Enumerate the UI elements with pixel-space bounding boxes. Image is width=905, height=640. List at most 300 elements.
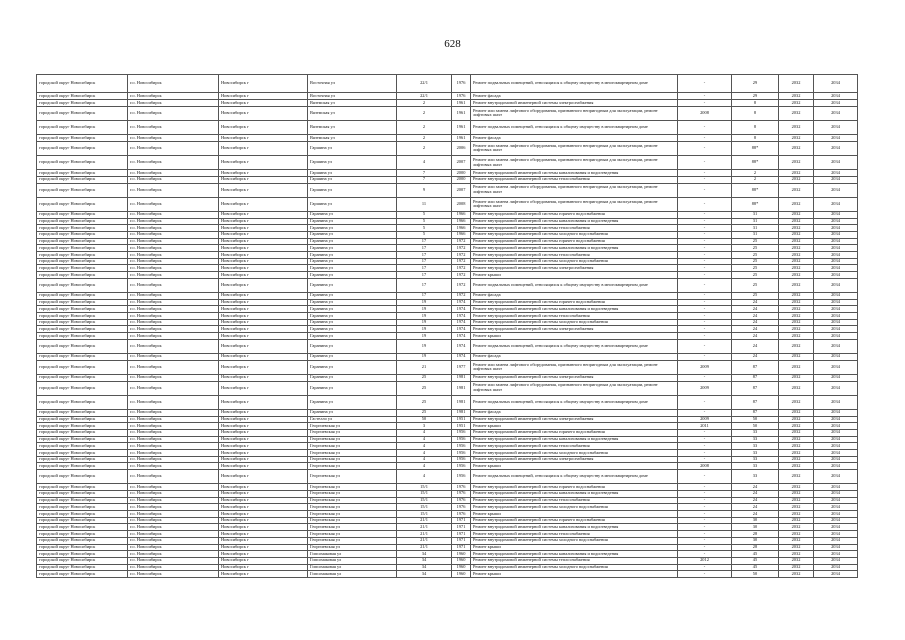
table-row bbox=[37, 183, 858, 197]
cell-street: Гаранина ул bbox=[308, 265, 397, 272]
table-row bbox=[37, 416, 858, 423]
table-row bbox=[37, 470, 858, 484]
cell-last-repair-year: - bbox=[678, 430, 732, 437]
cell-plan-start-year: 2032 bbox=[779, 416, 814, 423]
cell-plan-end-year: 2034 bbox=[814, 100, 858, 107]
cell-repair-type: Ремонт внутридомовой инженерной системы канализования и водоотведения bbox=[471, 491, 678, 498]
table-row bbox=[37, 245, 858, 252]
cell-locality: Новосибирск г bbox=[219, 470, 308, 484]
cell-locality: Новосибирск г bbox=[219, 511, 308, 518]
cell-construction-year: 1981 bbox=[452, 374, 471, 381]
cell-house-number: 17 bbox=[397, 258, 452, 265]
cell-repair-type: Ремонт подвальных помещений, относящихся к общему имуществу в многоквартирном доме bbox=[471, 395, 678, 409]
cell-plan-end-year: 2034 bbox=[814, 416, 858, 423]
cell-house-number: 19 bbox=[397, 354, 452, 361]
cell-plan-end-year: 2034 bbox=[814, 436, 858, 443]
cell-plan-end-year: 2034 bbox=[814, 360, 858, 374]
cell-street: Георгиевская ул bbox=[308, 443, 397, 450]
cell-locality: Новосибирск г bbox=[219, 258, 308, 265]
cell-street: Вяземская ул bbox=[308, 135, 397, 142]
cell-street: Гаранина ул bbox=[308, 360, 397, 374]
cell-municipality: городской округ Новосибирск bbox=[37, 238, 128, 245]
cell-locality: Новосибирск г bbox=[219, 374, 308, 381]
cell-street: Гаранина ул bbox=[308, 218, 397, 225]
cell-last-repair-year: - bbox=[678, 75, 732, 93]
cell-municipality: городской округ Новосибирск bbox=[37, 313, 128, 320]
cell-municipality: городской округ Новосибирск bbox=[37, 265, 128, 272]
cell-municipality: городской округ Новосибирск bbox=[37, 106, 128, 120]
cell-house-number: 19 bbox=[397, 313, 452, 320]
cell-wear-percent: 33 bbox=[732, 470, 779, 484]
cell-plan-start-year: 2032 bbox=[779, 232, 814, 239]
cell-construction-year: 2000 bbox=[452, 176, 471, 183]
cell-last-repair-year: - bbox=[678, 93, 732, 100]
cell-plan-start-year: 2032 bbox=[779, 141, 814, 155]
cell-last-repair-year: - bbox=[678, 409, 732, 416]
cell-house-number: 5 bbox=[397, 218, 452, 225]
cell-street: Гаранина ул bbox=[308, 258, 397, 265]
cell-street: Гаршина ул bbox=[308, 170, 397, 177]
cell-settlement-district: г.о. Новосибирск bbox=[128, 524, 219, 531]
cell-repair-type: Ремонт крыши bbox=[471, 463, 678, 470]
cell-last-repair-year: - bbox=[678, 326, 732, 333]
cell-locality: Новосибирск г bbox=[219, 225, 308, 232]
cell-settlement-district: г.о. Новосибирск bbox=[128, 258, 219, 265]
cell-house-number: 21/1 bbox=[397, 524, 452, 531]
table-row bbox=[37, 141, 858, 155]
cell-last-repair-year: - bbox=[678, 491, 732, 498]
cell-locality: Новосибирск г bbox=[219, 557, 308, 564]
cell-house-number: 4 bbox=[397, 436, 452, 443]
cell-street: Гаршина ул bbox=[308, 141, 397, 155]
cell-plan-end-year: 2034 bbox=[814, 381, 858, 395]
cell-repair-type: Ремонт внутридомовой инженерной системы канализования и водоотведения bbox=[471, 218, 678, 225]
cell-settlement-district: г.о. Новосибирск bbox=[128, 326, 219, 333]
cell-locality: Новосибирск г bbox=[219, 306, 308, 313]
cell-repair-type: Ремонт внутридомовой инженерной системы холодного водоснабжения bbox=[471, 564, 678, 571]
table-row bbox=[37, 252, 858, 259]
table-row bbox=[37, 504, 858, 511]
cell-house-number: 4 bbox=[397, 456, 452, 463]
cell-plan-start-year: 2032 bbox=[779, 100, 814, 107]
cell-street: Гаршина ул bbox=[308, 183, 397, 197]
cell-construction-year: 1981 bbox=[452, 395, 471, 409]
cell-locality: Новосибирск г bbox=[219, 333, 308, 340]
cell-plan-start-year: 2032 bbox=[779, 93, 814, 100]
cell-locality: Новосибирск г bbox=[219, 211, 308, 218]
cell-street: Гаршина ул bbox=[308, 176, 397, 183]
cell-settlement-district: г.о. Новосибирск bbox=[128, 463, 219, 470]
cell-municipality: городской округ Новосибирск bbox=[37, 100, 128, 107]
cell-municipality: городской округ Новосибирск bbox=[37, 537, 128, 544]
cell-wear-percent: 31 bbox=[732, 218, 779, 225]
cell-wear-percent: 29 bbox=[732, 75, 779, 93]
cell-locality: Новосибирск г bbox=[219, 571, 308, 578]
cell-plan-end-year: 2034 bbox=[814, 470, 858, 484]
cell-plan-end-year: 2034 bbox=[814, 313, 858, 320]
cell-locality: Новосибирск г bbox=[219, 564, 308, 571]
cell-plan-start-year: 2032 bbox=[779, 135, 814, 142]
table-row bbox=[37, 531, 858, 538]
cell-last-repair-year: - bbox=[678, 293, 732, 300]
cell-last-repair-year: - bbox=[678, 497, 732, 504]
cell-house-number: 4 bbox=[397, 450, 452, 457]
cell-wear-percent: 8 bbox=[732, 120, 779, 134]
cell-municipality: городской округ Новосибирск bbox=[37, 374, 128, 381]
cell-locality: Новосибирск г bbox=[219, 504, 308, 511]
table-row bbox=[37, 381, 858, 395]
cell-street: Гаранина ул bbox=[308, 245, 397, 252]
cell-locality: Новосибирск г bbox=[219, 176, 308, 183]
cell-municipality: городской округ Новосибирск bbox=[37, 176, 128, 183]
table-row bbox=[37, 409, 858, 416]
cell-locality: Новосибирск г bbox=[219, 551, 308, 558]
cell-street: Гаранина ул bbox=[308, 409, 397, 416]
cell-street: Георгиевская ул bbox=[308, 484, 397, 491]
cell-repair-type: Ремонт крыши bbox=[471, 272, 678, 279]
table-row bbox=[37, 571, 858, 578]
cell-settlement-district: г.о. Новосибирск bbox=[128, 93, 219, 100]
cell-last-repair-year: - bbox=[678, 252, 732, 259]
table-row bbox=[37, 278, 858, 292]
table-row bbox=[37, 537, 858, 544]
cell-plan-start-year: 2032 bbox=[779, 491, 814, 498]
cell-plan-end-year: 2034 bbox=[814, 551, 858, 558]
cell-locality: Новосибирск г bbox=[219, 75, 308, 93]
cell-settlement-district: г.о. Новосибирск bbox=[128, 517, 219, 524]
cell-settlement-district: г.о. Новосибирск bbox=[128, 360, 219, 374]
cell-construction-year: 1972 bbox=[452, 252, 471, 259]
cell-plan-start-year: 2032 bbox=[779, 531, 814, 538]
cell-settlement-district: г.о. Новосибирск bbox=[128, 265, 219, 272]
cell-wear-percent: 25 bbox=[732, 272, 779, 279]
cell-wear-percent: 33 bbox=[732, 430, 779, 437]
cell-house-number: 5 bbox=[397, 211, 452, 218]
cell-settlement-district: г.о. Новосибирск bbox=[128, 564, 219, 571]
cell-municipality: городской округ Новосибирск bbox=[37, 463, 128, 470]
cell-construction-year: 1966 bbox=[452, 211, 471, 218]
cell-municipality: городской округ Новосибирск bbox=[37, 360, 128, 374]
cell-repair-type: Ремонт внутридомовой инженерной системы теплоснабжения bbox=[471, 443, 678, 450]
cell-plan-end-year: 2034 bbox=[814, 504, 858, 511]
cell-locality: Новосибирск г bbox=[219, 416, 308, 423]
cell-wear-percent: 24 bbox=[732, 319, 779, 326]
cell-wear-percent: 25 bbox=[732, 293, 779, 300]
capital-repair-table bbox=[36, 74, 858, 578]
cell-street: Гаранина ул bbox=[308, 299, 397, 306]
cell-plan-end-year: 2034 bbox=[814, 463, 858, 470]
cell-last-repair-year: - bbox=[678, 100, 732, 107]
cell-plan-start-year: 2032 bbox=[779, 409, 814, 416]
cell-settlement-district: г.о. Новосибирск bbox=[128, 491, 219, 498]
cell-house-number: 19 bbox=[397, 319, 452, 326]
cell-construction-year: 1972 bbox=[452, 265, 471, 272]
cell-construction-year: 1956 bbox=[452, 470, 471, 484]
cell-construction-year: 1976 bbox=[452, 497, 471, 504]
cell-settlement-district: г.о. Новосибирск bbox=[128, 120, 219, 134]
cell-repair-type: Ремонт внутридомовой инженерной системы теплоснабжения bbox=[471, 313, 678, 320]
cell-repair-type: Ремонт внутридомовой инженерной системы горячего водоснабжения bbox=[471, 517, 678, 524]
cell-house-number: 19 bbox=[397, 299, 452, 306]
cell-locality: Новосибирск г bbox=[219, 326, 308, 333]
table-row bbox=[37, 430, 858, 437]
cell-settlement-district: г.о. Новосибирск bbox=[128, 497, 219, 504]
cell-construction-year: 1971 bbox=[452, 544, 471, 551]
cell-plan-end-year: 2034 bbox=[814, 456, 858, 463]
cell-locality: Новосибирск г bbox=[219, 299, 308, 306]
table-row bbox=[37, 293, 858, 300]
cell-locality: Новосибирск г bbox=[219, 395, 308, 409]
cell-locality: Новосибирск г bbox=[219, 360, 308, 374]
cell-street: Георгиевская ул bbox=[308, 450, 397, 457]
cell-house-number: 4 bbox=[397, 443, 452, 450]
table-row bbox=[37, 75, 858, 93]
cell-repair-type: Ремонт внутридомовой инженерной системы канализования и водоотведения bbox=[471, 551, 678, 558]
cell-last-repair-year: - bbox=[678, 313, 732, 320]
cell-wear-percent: 2 bbox=[732, 170, 779, 177]
cell-plan-start-year: 2032 bbox=[779, 106, 814, 120]
cell-wear-percent: 88* bbox=[732, 197, 779, 211]
cell-street: Гаранина ул bbox=[308, 232, 397, 239]
cell-plan-start-year: 2032 bbox=[779, 463, 814, 470]
cell-repair-type: Ремонт внутридомовой инженерной системы горячего водоснабжения bbox=[471, 238, 678, 245]
cell-plan-end-year: 2034 bbox=[814, 333, 858, 340]
cell-repair-type: Ремонт крыши bbox=[471, 511, 678, 518]
cell-wear-percent: 24 bbox=[732, 511, 779, 518]
cell-street: Восточная ул bbox=[308, 75, 397, 93]
cell-repair-type: Ремонт или замена лифтового оборудования, признанного непригодным для эксплуатации, ремонт лифтовых шахт bbox=[471, 156, 678, 170]
cell-plan-end-year: 2034 bbox=[814, 395, 858, 409]
cell-last-repair-year: - bbox=[678, 354, 732, 361]
cell-house-number: 17 bbox=[397, 278, 452, 292]
cell-wear-percent: 30 bbox=[732, 537, 779, 544]
cell-last-repair-year: - bbox=[678, 339, 732, 353]
cell-construction-year: 1974 bbox=[452, 306, 471, 313]
cell-house-number: 17 bbox=[397, 265, 452, 272]
cell-municipality: городской округ Новосибирск bbox=[37, 141, 128, 155]
cell-locality: Новосибирск г bbox=[219, 430, 308, 437]
cell-plan-end-year: 2034 bbox=[814, 93, 858, 100]
cell-municipality: городской округ Новосибирск bbox=[37, 416, 128, 423]
cell-house-number: 11 bbox=[397, 197, 452, 211]
cell-locality: Новосибирск г bbox=[219, 265, 308, 272]
cell-house-number: 2 bbox=[397, 120, 452, 134]
cell-house-number: 25 bbox=[397, 381, 452, 395]
table-row bbox=[37, 176, 858, 183]
cell-plan-start-year: 2032 bbox=[779, 360, 814, 374]
cell-house-number: 2 bbox=[397, 100, 452, 107]
cell-settlement-district: г.о. Новосибирск bbox=[128, 450, 219, 457]
cell-locality: Новосибирск г bbox=[219, 544, 308, 551]
cell-municipality: городской округ Новосибирск bbox=[37, 245, 128, 252]
cell-street: Вяземская ул bbox=[308, 100, 397, 107]
cell-construction-year: 1972 bbox=[452, 293, 471, 300]
table-row bbox=[37, 319, 858, 326]
cell-locality: Новосибирск г bbox=[219, 120, 308, 134]
cell-house-number: 34 bbox=[397, 571, 452, 578]
cell-house-number: 50 bbox=[397, 416, 452, 423]
cell-settlement-district: г.о. Новосибирск bbox=[128, 306, 219, 313]
cell-house-number: 3 bbox=[397, 423, 452, 430]
cell-last-repair-year: - bbox=[678, 197, 732, 211]
cell-locality: Новосибирск г bbox=[219, 135, 308, 142]
cell-construction-year: 1961 bbox=[452, 106, 471, 120]
cell-plan-start-year: 2032 bbox=[779, 278, 814, 292]
cell-repair-type: Ремонт внутридомовой инженерной системы электроснабжения bbox=[471, 374, 678, 381]
cell-plan-start-year: 2032 bbox=[779, 170, 814, 177]
cell-plan-start-year: 2032 bbox=[779, 374, 814, 381]
cell-wear-percent: 50 bbox=[732, 423, 779, 430]
cell-plan-start-year: 2032 bbox=[779, 225, 814, 232]
cell-construction-year: 1956 bbox=[452, 456, 471, 463]
cell-locality: Новосибирск г bbox=[219, 218, 308, 225]
cell-settlement-district: г.о. Новосибирск bbox=[128, 232, 219, 239]
cell-house-number: 17 bbox=[397, 252, 452, 259]
cell-last-repair-year: - bbox=[678, 511, 732, 518]
cell-construction-year: 1960 bbox=[452, 571, 471, 578]
cell-plan-start-year: 2032 bbox=[779, 537, 814, 544]
cell-settlement-district: г.о. Новосибирск bbox=[128, 100, 219, 107]
cell-locality: Новосибирск г bbox=[219, 93, 308, 100]
cell-last-repair-year: - bbox=[678, 395, 732, 409]
cell-street: Гаранина ул bbox=[308, 381, 397, 395]
cell-settlement-district: г.о. Новосибирск bbox=[128, 531, 219, 538]
cell-wear-percent: 24 bbox=[732, 306, 779, 313]
cell-municipality: городской округ Новосибирск bbox=[37, 306, 128, 313]
cell-wear-percent: 88* bbox=[732, 183, 779, 197]
cell-construction-year: 1974 bbox=[452, 299, 471, 306]
cell-house-number: 21 bbox=[397, 360, 452, 374]
cell-plan-end-year: 2034 bbox=[814, 197, 858, 211]
cell-wear-percent: 45 bbox=[732, 564, 779, 571]
cell-construction-year: 1960 bbox=[452, 557, 471, 564]
cell-locality: Новосибирск г bbox=[219, 272, 308, 279]
table-row bbox=[37, 544, 858, 551]
cell-settlement-district: г.о. Новосибирск bbox=[128, 252, 219, 259]
cell-house-number: 7 bbox=[397, 176, 452, 183]
cell-plan-start-year: 2032 bbox=[779, 245, 814, 252]
cell-house-number: 25 bbox=[397, 409, 452, 416]
cell-municipality: городской округ Новосибирск bbox=[37, 183, 128, 197]
cell-settlement-district: г.о. Новосибирск bbox=[128, 571, 219, 578]
cell-plan-end-year: 2034 bbox=[814, 537, 858, 544]
cell-wear-percent: 24 bbox=[732, 326, 779, 333]
cell-last-repair-year: - bbox=[678, 374, 732, 381]
cell-wear-percent: 45 bbox=[732, 551, 779, 558]
cell-street: Гаранина ул bbox=[308, 374, 397, 381]
cell-street: Гаранина ул bbox=[308, 211, 397, 218]
cell-repair-type: Ремонт внутридомовой инженерной системы электроснабжения bbox=[471, 100, 678, 107]
cell-street: Георгиевская ул bbox=[308, 504, 397, 511]
cell-settlement-district: г.о. Новосибирск bbox=[128, 211, 219, 218]
cell-repair-type: Ремонт внутридомовой инженерной системы теплоснабжения bbox=[471, 557, 678, 564]
cell-wear-percent: 87 bbox=[732, 360, 779, 374]
cell-construction-year: 1974 bbox=[452, 354, 471, 361]
cell-repair-type: Ремонт фасада bbox=[471, 409, 678, 416]
cell-municipality: городской округ Новосибирск bbox=[37, 299, 128, 306]
cell-locality: Новосибирск г bbox=[219, 450, 308, 457]
cell-street: Гаранина ул bbox=[308, 238, 397, 245]
cell-plan-start-year: 2032 bbox=[779, 564, 814, 571]
cell-settlement-district: г.о. Новосибирск bbox=[128, 141, 219, 155]
cell-wear-percent: 45 bbox=[732, 557, 779, 564]
table-row bbox=[37, 211, 858, 218]
cell-house-number: 15/1 bbox=[397, 504, 452, 511]
cell-wear-percent: 8 bbox=[732, 100, 779, 107]
cell-construction-year: 1960 bbox=[452, 564, 471, 571]
cell-repair-type: Ремонт внутридомовой инженерной системы электроснабжения bbox=[471, 416, 678, 423]
cell-plan-start-year: 2032 bbox=[779, 313, 814, 320]
cell-wear-percent: 33 bbox=[732, 456, 779, 463]
cell-municipality: городской округ Новосибирск bbox=[37, 252, 128, 259]
cell-construction-year: 2007 bbox=[452, 183, 471, 197]
cell-wear-percent: 87 bbox=[732, 381, 779, 395]
cell-repair-type: Ремонт или замена лифтового оборудования, признанного непригодным для эксплуатации, ремонт лифтовых шахт bbox=[471, 360, 678, 374]
cell-last-repair-year: - bbox=[678, 272, 732, 279]
cell-last-repair-year: - bbox=[678, 225, 732, 232]
cell-wear-percent: 31 bbox=[732, 211, 779, 218]
cell-municipality: городской округ Новосибирск bbox=[37, 497, 128, 504]
cell-house-number: 25 bbox=[397, 374, 452, 381]
cell-locality: Новосибирск г bbox=[219, 381, 308, 395]
cell-plan-start-year: 2032 bbox=[779, 333, 814, 340]
table-row bbox=[37, 564, 858, 571]
cell-locality: Новосибирск г bbox=[219, 339, 308, 353]
cell-house-number: 21/1 bbox=[397, 537, 452, 544]
cell-wear-percent: 28 bbox=[732, 544, 779, 551]
cell-house-number: 34 bbox=[397, 557, 452, 564]
table-row bbox=[37, 218, 858, 225]
cell-municipality: городской округ Новосибирск bbox=[37, 423, 128, 430]
cell-settlement-district: г.о. Новосибирск bbox=[128, 176, 219, 183]
cell-last-repair-year: - bbox=[678, 551, 732, 558]
cell-plan-end-year: 2034 bbox=[814, 409, 858, 416]
cell-house-number: 21/1 bbox=[397, 544, 452, 551]
cell-repair-type: Ремонт подвальных помещений, относящихся к общему имуществу в многоквартирном доме bbox=[471, 470, 678, 484]
cell-municipality: городской округ Новосибирск bbox=[37, 272, 128, 279]
cell-house-number: 4 bbox=[397, 430, 452, 437]
cell-construction-year: 1974 bbox=[452, 319, 471, 326]
cell-last-repair-year: 2011 bbox=[678, 423, 732, 430]
cell-construction-year: 1976 bbox=[452, 93, 471, 100]
cell-settlement-district: г.о. Новосибирск bbox=[128, 333, 219, 340]
cell-last-repair-year: - bbox=[678, 524, 732, 531]
cell-street: Гипсомаковая ул bbox=[308, 551, 397, 558]
cell-settlement-district: г.о. Новосибирск bbox=[128, 354, 219, 361]
cell-settlement-district: г.о. Новосибирск bbox=[128, 272, 219, 279]
cell-municipality: городской округ Новосибирск bbox=[37, 443, 128, 450]
cell-repair-type: Ремонт подвальных помещений, относящихся к общему имуществу в многоквартирном доме bbox=[471, 278, 678, 292]
cell-plan-start-year: 2032 bbox=[779, 571, 814, 578]
cell-repair-type: Ремонт крыши bbox=[471, 571, 678, 578]
cell-settlement-district: г.о. Новосибирск bbox=[128, 443, 219, 450]
cell-repair-type: Ремонт внутридомовой инженерной системы электроснабжения bbox=[471, 456, 678, 463]
cell-plan-end-year: 2034 bbox=[814, 491, 858, 498]
cell-construction-year: 1956 bbox=[452, 463, 471, 470]
cell-municipality: городской округ Новосибирск bbox=[37, 551, 128, 558]
cell-street: Гипсомаковая ул bbox=[308, 571, 397, 578]
cell-settlement-district: г.о. Новосибирск bbox=[128, 170, 219, 177]
cell-street: Гаранина ул bbox=[308, 272, 397, 279]
table-row bbox=[37, 326, 858, 333]
cell-locality: Новосибирск г bbox=[219, 491, 308, 498]
cell-construction-year: 1976 bbox=[452, 484, 471, 491]
table-row bbox=[37, 238, 858, 245]
cell-repair-type: Ремонт фасада bbox=[471, 293, 678, 300]
cell-construction-year: 1956 bbox=[452, 443, 471, 450]
cell-locality: Новосибирск г bbox=[219, 293, 308, 300]
table-row bbox=[37, 265, 858, 272]
